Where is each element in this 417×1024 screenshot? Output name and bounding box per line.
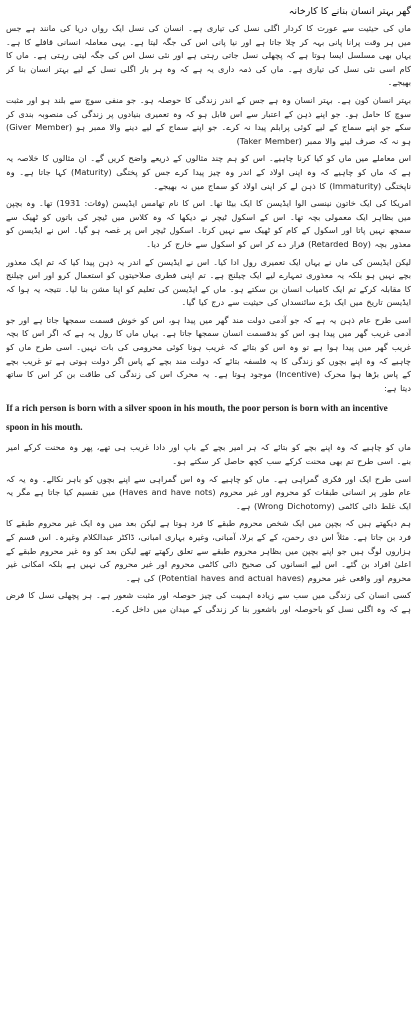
paragraph-rich-poor: اسی طرح عام ذہن یہ ہے کہ جو آدمی دولت مند گھر میں پیدا ہو، اس کو خوش قسمت سمجھا جاتا ہے اور جو آدمی غریب گھر میں پیدا ہو، اس کو بدقسمت انسان سمجھا جاتا ہے۔ یہاں ماں کا رول یہ ہے کہ اگر اس کا بچہ غریب گھر میں پیدا ہوا ہے تو وہ اس کو بتائے کہ غریب ہونا کوئی محرومی کی بات نہیں۔ اسی طرح ماں کو چاہیے کہ وہ اپنے بچوں کو زندگی کا یہ فلسفہ بتائے کہ دولت مند بچے کے پاس اگر دولت ہوتی ہے تو غریب بچے کے پاس بڑھا ہوا محرک (Incentive) موجود ہوتا ہے۔ یہ محرک اس کی زندگی کی طاقت بن کر اس کا ساتھ دیتا ہے: xyxy=(6,314,411,393)
paragraph-mother-role: ماں کی حیثیت سے عورت کا کردار اگلی نسل کی تیاری ہے۔ انسان کی نسل ایک رواں دریا کی مانند ہے جس میں ہر وقت پرانا پانی بہہ کر چلا جاتا ہے اور نیا پانی اس کی جگہ لیتا ہے۔ یہی معاملہ انسانی قافلے کا ہے۔ یہاں بھی مسلسل ایسا ہوتا ہے کہ پچھلی نسل جاتی رہتی ہے اور نئی نسل اس کی جگہ لیتی رہتی ہے۔ ماں کا کام اسی نئی نسل کی تیاری ہے۔ ماں کی ذمہ داری یہ ہے کہ وہ ہر بار اگلی نسل کے لیے بہتر انسان بنا کر بھیجے۔ xyxy=(6,23,411,88)
paragraph-dichotomy: اسی طرح ایک اور فکری گمراہی ہے۔ ماں کو چاہیے کہ وہ اس گمراہی سے اپنے بچوں کو باہر نکالے۔ وہ یہ کہ عام طور پر انسانی طبقات کو محروم اور غیر محروم (Haves and have nots) میں تقسیم کیا جاتا ہے مگر یہ ایک غلط ذائی کاٹمی (Wrong Dichotomy) ہے۔ xyxy=(6,473,411,511)
english-quote: If a rich person is born with a silver spoon in his mouth, the poor person is born with an incentive spoon in his mouth. xyxy=(6,403,388,433)
paragraph-hard-work: ماں کو چاہیے کہ وہ اپنے بچے کو بتائے کہ ہر امیر بچے کے باپ اور دادا غریب ہی تھے، پھر وہ محنت کرکے امیر بنے۔ اسی طرح تم بھی محنت کرکے سب کچھ حاصل کر سکتے ہو۔ xyxy=(6,442,411,467)
paragraph-maturity: اس معاملے میں ماں کو کیا کرنا چاہیے۔ اس کو ہم چند مثالوں کے ذریعے واضح کریں گے۔ ان مثالوں کا خلاصہ یہ ہے کہ ماں کو چاہیے کہ وہ اپنی اولاد کے اندر وہ چیز پیدا کرے جس کو پختگی (Maturity) کہا جاتا ہے۔ وہ ناپختگی (Immaturity) کا ذہن لے کر اپنی اولاد کو سماج میں نہ بھیجے۔ xyxy=(6,153,411,191)
article-title: گھر بہتر انسان بنانے کا کارخانہ xyxy=(288,6,411,17)
article-page xyxy=(6,4,411,1020)
paragraph-potential-haves: ہم دیکھتے ہیں کہ بچپن میں ایک شخص محروم طبقے کا فرد ہوتا ہے لیکن بعد میں وہ ایک غیر محروم طبقے کا فرد بن جاتا ہے۔ مثلاً اس دی رحمن، کے کے برلا، آمبانی، وغیرہ بہاری امبانی، ڈاکٹر عبدالکلام وغیرہ۔ اس قسم کے ہزاروں لوگ ہیں جو اپنے بچپن میں بظاہر محروم طبقے سے تعلق رکھتے تھے لیکن بعد کو وہ غیر محروم طبقے کے اعلیٰ افراد بن گئے۔ اس لیے انسانوں کی صحیح ذائی کاٹمی محروم اور غیر محروم کی نہیں ہے بلکہ امکانی غیر محروم اور واقعی غیر محروم (Potential haves and actual haves) کی ہے۔ xyxy=(6,518,411,583)
paragraph-better-human: بہتر انسان کون ہے۔ بہتر انسان وہ ہے جس کے اندر زندگی کا حوصلہ ہو۔ جو منفی سوچ سے بلند ہو اور مثبت سوچ کا حامل ہو۔ جو اپنے ذہن کے اعتبار سے اس قابل ہو کہ وہ تعمیری بنیادوں پر زندگی کی منصوبہ بندی کر سکے جو اپنے سماج کے لیے کوئی پرابلم پیدا نہ کرے۔ جو اپنے سماج کے لیے دینے والا ممبر ہو (Giver Member) ہو نہ کہ صرف لینے والا ممبر (Taker Member) xyxy=(6,94,411,146)
paragraph-conclusion: کسی انسان کی زندگی میں سب سے زیادہ اہمیت کی چیز حوصلہ اور مثبت شعور ہے۔ ہر پچھلی نسل کا فرض ہے کہ وہ اگلی نسل کو باحوصلہ اور باشعور بنا کر زندگی کے میدان میں داخل کرے۔ xyxy=(6,590,411,614)
paragraph-edison-story: امریکا کی ایک خاتون نینسی الوا ایڈیسن کا ایک بیٹا تھا۔ اس کا نام تھامس ایڈیسن (وفات: 1931) تھا۔ وہ بچپن میں بظاہر ایک معمولی بچہ تھا۔ اس کے اسکول ٹیچر نے دیکھا کہ وہ کلاس میں ٹیچر کی باتوں کو ٹھیک سے سمجھ نہیں پاتا اور اسکول کے کام کو ٹھیک سے نہیں کرتا۔ اسکول ٹیچر اس پر غصہ ہو گیا۔ اس نے ایڈیسن کو معذور بچہ (Retarded Boy) قرار دے کر اس کو اسکول سے خارج کر دیا۔ xyxy=(6,198,411,249)
paragraph-edison-mother: لیکن ایڈیسن کی ماں نے یہاں ایک تعمیری رول ادا کیا۔ اس نے ایڈیسن کے اندر یہ ذہن پیدا کیا کہ تم ایک معذور بچے نہیں ہو بلکہ یہ معذوری تمہارے لیے ایک چیلنج ہے۔ تم اپنی فطری صلاحیتوں کو استعمال کرو اور اس چیلنج کا مقابلہ کرکے تم ایک کامیاب انسان بن سکتے ہو۔ ماں کے ایڈیسن کی تعلیم کو اپنا مشن بنا لیا۔ نتیجہ یہ ہوا کہ ایڈیسن تاریخ میں ایک بڑے سائنسداں کی حیثیت سے درج کیا گیا۔ xyxy=(6,256,411,308)
